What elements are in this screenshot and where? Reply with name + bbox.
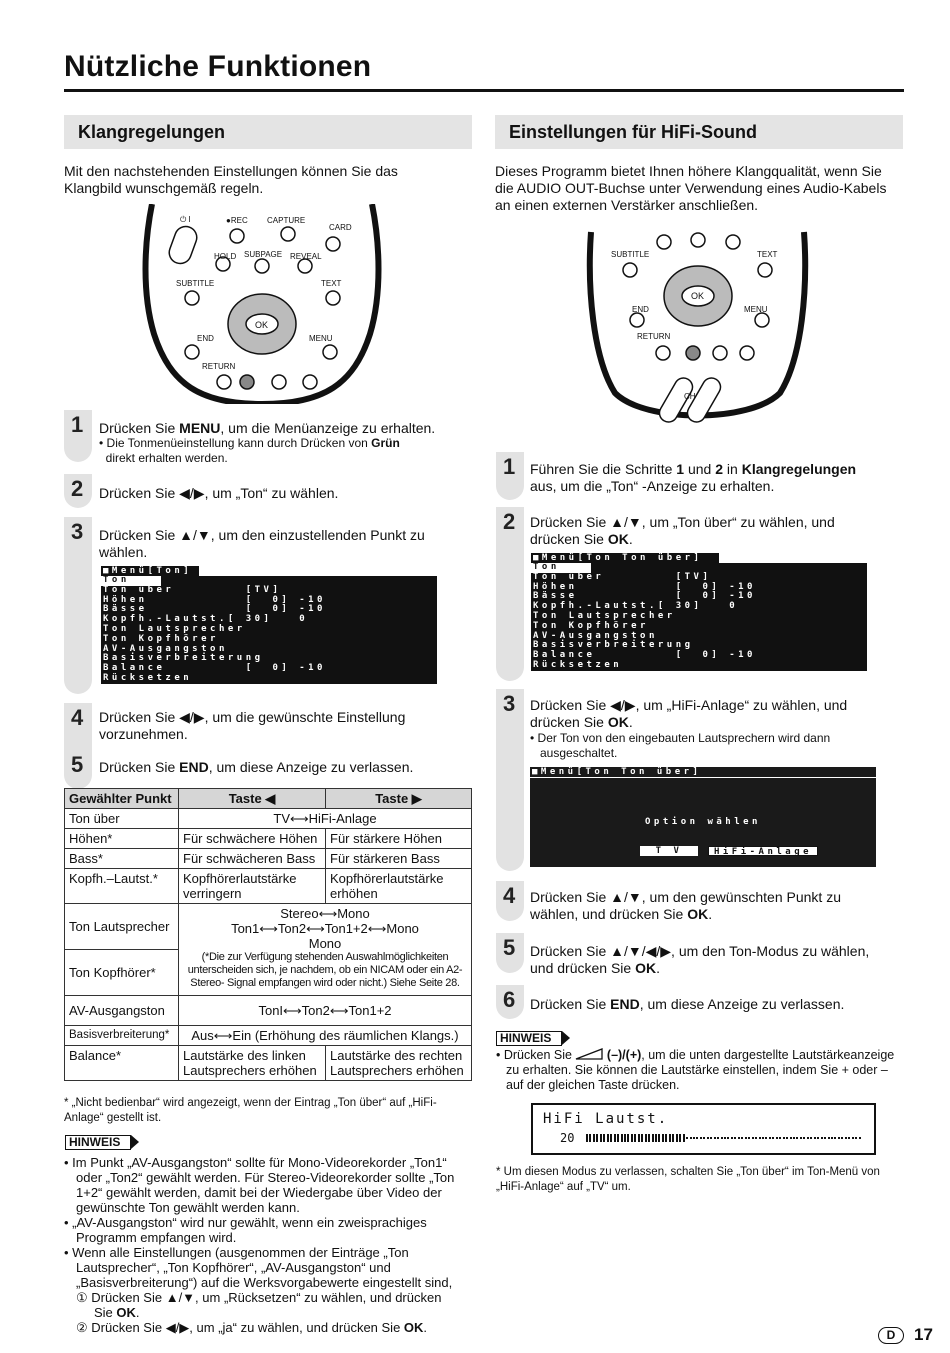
- step-number: 3: [71, 519, 84, 544]
- volume-segment-empty: [776, 1137, 778, 1139]
- volume-segment-empty: [696, 1137, 698, 1139]
- table-cell: Kopfhörerlautstärke erhöhen: [326, 869, 472, 904]
- step-text: Drücken Sie END, um diese Anzeige zu verlassen.: [530, 996, 845, 1012]
- osd-row: Basisverbreiterung: [103, 653, 264, 664]
- column-header: Taste ▶: [326, 789, 472, 809]
- step-number: 3: [503, 691, 516, 716]
- table-row: [65, 1046, 472, 1081]
- remote-label-return: RETURN: [202, 362, 236, 371]
- osd-row: Basisverbreiterung: [533, 640, 694, 651]
- volume-triangle-icon: [575, 1048, 603, 1060]
- osd-row: Ton Kopfhörer: [533, 620, 649, 631]
- remote-label-menu: MENU: [744, 305, 768, 314]
- volume-segment-filled: [662, 1134, 664, 1142]
- step-text: Drücken Sie ▲/▼, um den gewünschten Punkt zu wählen, und drücken Sie OK.: [530, 889, 841, 922]
- step-bullet: • Der Ton von den eingebauten Lautsprechern wird dann ausgeschaltet.: [530, 731, 831, 760]
- volume-segment-empty: [762, 1137, 764, 1139]
- volume-segment-filled: [641, 1134, 643, 1142]
- table-cell: TonI⟷Ton2⟷Ton1+2: [179, 996, 472, 1026]
- settings-table: [64, 788, 472, 1081]
- volume-segment-filled: [607, 1134, 609, 1142]
- volume-segment-empty: [783, 1137, 785, 1139]
- volume-segment-empty: [810, 1137, 812, 1139]
- remote-label-text: TEXT: [321, 279, 342, 288]
- volume-segment-empty: [779, 1137, 781, 1139]
- osd-rows: [101, 576, 437, 684]
- volume-segment-empty: [831, 1137, 833, 1139]
- volume-segment-empty: [824, 1137, 826, 1139]
- remote-label-reveal: REVEAL: [290, 252, 322, 261]
- osd-row: Ton: [101, 576, 161, 586]
- remote-label-end: END: [197, 334, 214, 343]
- volume-segment-empty: [845, 1137, 847, 1139]
- section-heading-hifi-sound: Einstellungen für HiFi-Sound: [495, 115, 903, 149]
- volume-segment-empty: [759, 1137, 761, 1139]
- osd-row: AV-Ausgangston: [103, 643, 228, 654]
- osd-row: Bässe [ 0] -10: [103, 604, 326, 615]
- merged-line: Mono: [308, 936, 342, 951]
- table-row: [65, 849, 472, 869]
- title-rule: [64, 89, 904, 92]
- sub-note: ① Drücken Sie ▲/▼, um „Rücksetzen“ zu wählen, und drücken Sie OK.: [76, 1290, 442, 1320]
- volume-segment-filled: [586, 1134, 588, 1142]
- volume-segment-filled: [658, 1134, 660, 1142]
- volume-segment-filled: [648, 1134, 650, 1142]
- volume-segment-filled: [589, 1134, 591, 1142]
- volume-segment-empty: [700, 1137, 702, 1139]
- osd-header: ■Menü[Ton Ton über]: [530, 767, 876, 778]
- volume-segment-empty: [734, 1137, 736, 1139]
- table-cell: [179, 904, 472, 996]
- remote-label-power: ⏻ I: [180, 215, 191, 224]
- volume-segment-empty: [745, 1137, 747, 1139]
- table-cell: Aus⟷Ein (Erhöhung des räumlichen Klangs.): [179, 1026, 472, 1046]
- table-cell: Ton über: [65, 809, 179, 829]
- remote-label-subpage: SUBPAGE: [244, 250, 283, 259]
- table-row: [65, 869, 472, 904]
- table-cell: Höhen*: [65, 829, 179, 849]
- volume-segment-filled: [627, 1134, 629, 1142]
- merged-line: Stereo⟷Mono: [280, 906, 370, 921]
- volume-segment-empty: [724, 1137, 726, 1139]
- volume-segment-empty: [748, 1137, 750, 1139]
- volume-segment-filled: [655, 1134, 657, 1142]
- osd-row: Rücksetzen: [103, 672, 193, 683]
- table-cell: Für schwächere Höhen: [179, 829, 326, 849]
- osd-row: Ton Lautsprecher: [533, 610, 676, 621]
- remote-label-ok: OK: [691, 291, 705, 301]
- volume-segment-filled: [610, 1134, 612, 1142]
- volume-segment-empty: [693, 1137, 695, 1139]
- step-text: Drücken Sie ◀/▶, um „Ton“ zu wählen.: [99, 485, 339, 501]
- volume-segment-filled: [652, 1134, 654, 1142]
- osd-row: Ton Lautsprecher: [103, 623, 246, 634]
- osd-row: Rücksetzen: [533, 659, 623, 670]
- osd-header: ■Menü[Ton Ton über]: [531, 553, 719, 563]
- note-item: • „AV-Ausgangston“ wird nur gewählt, wenn ein zweisprachiges Programm empfangen wird.: [64, 1215, 427, 1245]
- table-cell: Ton Lautsprecher: [65, 904, 179, 950]
- volume-segment-filled: [638, 1134, 640, 1142]
- hinweis-label: HINWEIS: [65, 1135, 131, 1150]
- option-hifi-anlage[interactable]: HiFi-Anlage: [708, 846, 818, 856]
- volume-segment-filled: [624, 1134, 626, 1142]
- volume-segment-filled: [621, 1134, 623, 1142]
- volume-segment-empty: [772, 1137, 774, 1139]
- option-tv[interactable]: T V: [640, 846, 698, 856]
- volume-segment-empty: [838, 1137, 840, 1139]
- osd-row: Bässe [ 0] -10: [533, 591, 756, 602]
- table-cell: Bass*: [65, 849, 179, 869]
- language-badge: D: [878, 1327, 904, 1344]
- volume-segment-empty: [752, 1137, 754, 1139]
- volume-segment-empty: [727, 1137, 729, 1139]
- step-number: 5: [71, 752, 84, 777]
- step-number: 2: [503, 509, 516, 534]
- volume-segment-empty: [796, 1137, 798, 1139]
- volume-segment-empty: [707, 1137, 709, 1139]
- osd-header: ■Menü[Ton]: [101, 566, 199, 576]
- page-number: 17: [914, 1325, 933, 1344]
- osd-row: Ton über [TV]: [533, 571, 712, 582]
- table-cell: Ton Kopfhörer*: [65, 950, 179, 996]
- volume-segment-empty: [859, 1137, 861, 1139]
- volume-display: [531, 1103, 876, 1155]
- right-intro: Dieses Programm bietet Ihnen höhere Klangqualität, wenn Sie die AUDIO OUT-Buchse unter Verwendung eines Audio-Kabels an einen externen Verstärker anschließen.: [495, 163, 887, 213]
- osd-row: Ton Kopfhörer: [103, 633, 219, 644]
- volume-segment-empty: [738, 1137, 740, 1139]
- step-number: 5: [503, 935, 516, 960]
- volume-segment-empty: [769, 1137, 771, 1139]
- volume-segment-empty: [793, 1137, 795, 1139]
- volume-segment-empty: [821, 1137, 823, 1139]
- table-cell: Basisverbreiterung*: [65, 1026, 179, 1046]
- table-header-row: [65, 789, 472, 809]
- volume-segment-filled: [614, 1134, 616, 1142]
- osd-menu-ton-ueber: [531, 553, 867, 675]
- page-title: Nützliche Funktionen: [64, 50, 372, 83]
- step-number: 6: [503, 987, 516, 1012]
- volume-segment-empty: [714, 1137, 716, 1139]
- step-text: Drücken Sie END, um diese Anzeige zu verlassen.: [99, 759, 414, 775]
- volume-segment-empty: [710, 1137, 712, 1139]
- column-header: Gewählter Punkt: [65, 789, 179, 809]
- volume-segment-empty: [755, 1137, 757, 1139]
- remote-label-menu: MENU: [309, 334, 333, 343]
- volume-segment-filled: [593, 1134, 595, 1142]
- sub-note: ② Drücken Sie ◀/▶, um „ja“ zu wählen, und drücken Sie OK.: [76, 1320, 428, 1335]
- left-intro: Mit den nachstehenden Einstellungen können Sie das Klangbild wunschgemäß regeln.: [64, 163, 398, 196]
- table-row: [65, 996, 472, 1026]
- step-number: 4: [503, 883, 516, 908]
- volume-label: HiFi Lautst.: [543, 1111, 669, 1127]
- merged-note: (*Die zur Verfügung stehenden Auswahlmöglichkeiten unterscheiden sich, je nachdem, ob ein NICAM oder ein A2-Stereo- Signal empfangen wird oder nicht.) Siehe Seite 28.: [187, 951, 463, 989]
- volume-segment-filled: [665, 1134, 667, 1142]
- volume-segment-empty: [800, 1137, 802, 1139]
- table-cell: TV⟷HiFi-Anlage: [179, 809, 472, 829]
- step-number: 1: [71, 412, 84, 437]
- column-header: Taste ◀: [179, 789, 326, 809]
- table-row: [65, 1026, 472, 1046]
- table-cell: Für stärkeren Bass: [326, 849, 472, 869]
- table-cell: Balance*: [65, 1046, 179, 1081]
- volume-segment-filled: [645, 1134, 647, 1142]
- merged-line: Ton1⟷Ton2⟷Ton1+2⟷Mono: [231, 921, 419, 936]
- volume-segment-filled: [683, 1134, 685, 1142]
- osd-row: Höhen [ 0] -10: [533, 581, 756, 592]
- volume-segment-empty: [814, 1137, 816, 1139]
- volume-segment-empty: [790, 1137, 792, 1139]
- volume-segment-filled: [679, 1134, 681, 1142]
- hinweis-label: HINWEIS: [496, 1031, 562, 1046]
- volume-segment-empty: [834, 1137, 836, 1139]
- volume-segment-filled: [617, 1134, 619, 1142]
- osd-rows: [531, 563, 867, 671]
- step-text: Drücken Sie MENU, um die Menüanzeige zu erhalten.: [99, 420, 436, 436]
- remote-label-subtitle: SUBTITLE: [176, 279, 215, 288]
- remote-control-illustration-left: [140, 204, 385, 404]
- volume-segment-empty: [765, 1137, 767, 1139]
- remote-label-text: TEXT: [757, 250, 778, 259]
- table-row: [65, 809, 472, 829]
- volume-bar: [586, 1134, 864, 1142]
- right-note: [496, 1048, 896, 1093]
- step-number: 4: [71, 705, 84, 730]
- step-number: 1: [503, 454, 516, 479]
- table-cell: AV-Ausgangston: [65, 996, 179, 1026]
- osd-row: Ton: [531, 563, 591, 573]
- table-cell: Lautstärke des linken Lautsprechers erhöhen: [179, 1046, 326, 1081]
- table-row: [65, 829, 472, 849]
- table-cell: Lautstärke des rechten Lautsprechers erhöhen: [326, 1046, 472, 1081]
- volume-segment-empty: [841, 1137, 843, 1139]
- step-number: 2: [71, 476, 84, 501]
- note-item: • Im Punkt „AV-Ausgangston“ sollte für Mono-Videorekorder „Ton1“ oder „Ton2“ gewählt werden. Für Stereo-Videorekorder sollte „Ton 1+2“ gewählt werden, damit bei der Wiedergabe über Video der gewünschte Ton gewählt werden kann.: [64, 1155, 455, 1215]
- step-text: Führen Sie die Schritte 1 und 2 in Klangregelungen aus, um die „Ton“ -Anzeige zu erhalten.: [530, 461, 857, 494]
- remote-label-return: RETURN: [637, 332, 671, 341]
- osd-row: Kopfh.-Lautst.[ 30] 0: [103, 614, 309, 625]
- step-text: Drücken Sie ▲/▼, um den einzustellenden Punkt zu wählen.: [99, 527, 425, 560]
- remote-label-ok: OK: [255, 320, 269, 330]
- volume-segment-empty: [807, 1137, 809, 1139]
- volume-segment-filled: [676, 1134, 678, 1142]
- left-notes: [64, 1155, 474, 1335]
- table-cell: Für schwächeren Bass: [179, 849, 326, 869]
- volume-segment-filled: [672, 1134, 674, 1142]
- volume-segment-filled: [634, 1134, 636, 1142]
- note-item: • Drücken Sie (–)/(+), um die unten dargestellte Lautstärkeanzeige zu erhalten. Sie können die Lautstärke einstellen, indem Sie + oder – auf der gleichen Taste drücken.: [496, 1048, 895, 1092]
- left-footnote: * „Nicht bedienbar“ wird angezeigt, wenn der Eintrag „Ton über“ auf „HiFi-Anlage“ gestellt ist.: [64, 1097, 437, 1124]
- volume-segment-empty: [741, 1137, 743, 1139]
- osd-row: Balance [ 0] -10: [533, 650, 756, 661]
- step-bullet: • Die Tonmenüeinstellung kann durch Drücken von Grün direkt erhalten werden.: [99, 436, 400, 465]
- osd-option-select: [530, 767, 876, 867]
- volume-segment-filled: [600, 1134, 602, 1142]
- volume-segment-empty: [852, 1137, 854, 1139]
- osd-row: Kopfh.-Lautst.[ 30] 0: [533, 601, 739, 612]
- volume-segment-filled: [631, 1134, 633, 1142]
- volume-segment-filled: [669, 1134, 671, 1142]
- volume-segment-filled: [603, 1134, 605, 1142]
- osd-row: Höhen [ 0] -10: [103, 594, 326, 605]
- step-text: Drücken Sie ▲/▼/◀/▶, um den Ton-Modus zu wählen, und drücken Sie OK.: [530, 943, 870, 976]
- volume-segment-empty: [848, 1137, 850, 1139]
- remote-label-rec: ●REC: [226, 216, 248, 225]
- osd-menu-ton: [101, 566, 437, 688]
- section-heading-klangregelungen: Klangregelungen: [64, 115, 472, 149]
- remote-label-subtitle: SUBTITLE: [611, 250, 650, 259]
- osd-option-text: Option wählen: [645, 817, 761, 827]
- remote-label-ch: CH: [684, 392, 696, 401]
- volume-segment-empty: [828, 1137, 830, 1139]
- volume-segment-filled: [596, 1134, 598, 1142]
- volume-segment-empty: [803, 1137, 805, 1139]
- table-cell: Für stärkere Höhen: [326, 829, 472, 849]
- osd-row: AV-Ausgangston: [533, 630, 658, 641]
- volume-value: 20: [560, 1131, 575, 1145]
- table-cell: Kopfh.–Lautst.*: [65, 869, 179, 904]
- volume-segment-empty: [731, 1137, 733, 1139]
- osd-row: Ton über [TV]: [103, 584, 282, 595]
- table-row: [65, 904, 472, 950]
- note-item: • Wenn alle Einstellungen (ausgenommen der Einträge „Ton Lautsprecher“, „Ton Kopfhörer“, „AV-Ausgangston“ und „Basisverbreiterung“) auf die Werksvorgabewerte eingestellt sind,: [64, 1245, 453, 1290]
- right-footnote: * Um diesen Modus zu verlassen, schalten Sie „Ton über“ im Ton-Menü von „HiFi-Anlage“ auf „TV“ um.: [496, 1166, 880, 1193]
- osd-row: Balance [ 0] -10: [103, 663, 326, 674]
- volume-segment-empty: [817, 1137, 819, 1139]
- volume-segment-empty: [686, 1137, 688, 1139]
- remote-label-card: CARD: [329, 223, 352, 232]
- step-text: Drücken Sie ◀/▶, um „HiFi-Anlage“ zu wählen, und drücken Sie OK.: [530, 697, 848, 730]
- remote-label-hold: HOLD: [214, 252, 237, 261]
- step-text: Drücken Sie ▲/▼, um „Ton über“ zu wählen, und drücken Sie OK.: [530, 514, 835, 547]
- step-text: Drücken Sie ◀/▶, um die gewünschte Einstellung vorzunehmen.: [99, 709, 406, 742]
- volume-segment-empty: [690, 1137, 692, 1139]
- remote-label-end: END: [632, 305, 649, 314]
- volume-segment-empty: [855, 1137, 857, 1139]
- volume-segment-empty: [786, 1137, 788, 1139]
- volume-segment-empty: [717, 1137, 719, 1139]
- remote-label-capture: CAPTURE: [267, 216, 306, 225]
- table-cell: Kopfhörerlautstärke verringern: [179, 869, 326, 904]
- volume-segment-empty: [721, 1137, 723, 1139]
- volume-segment-empty: [703, 1137, 705, 1139]
